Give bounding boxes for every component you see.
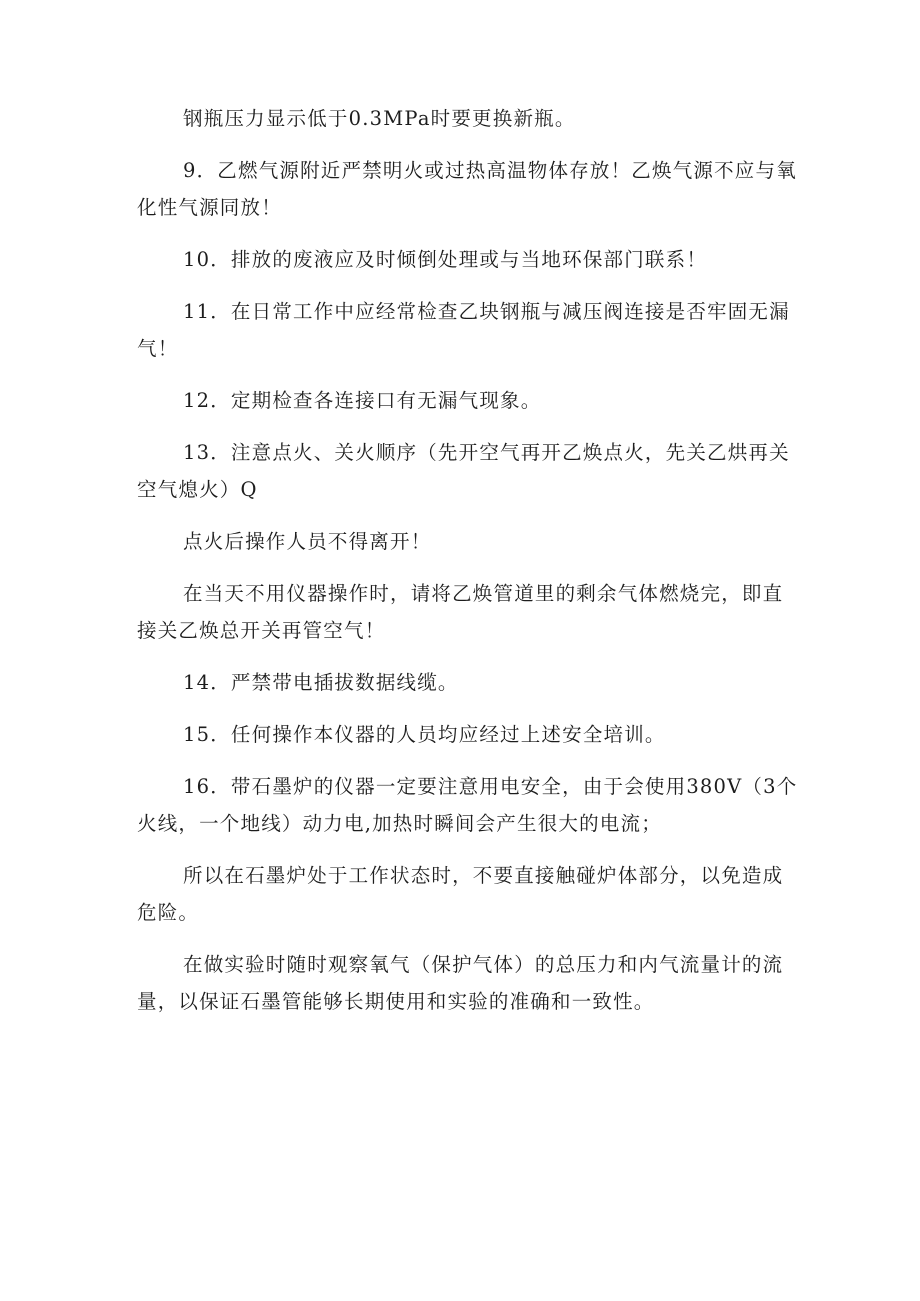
paragraph-item-11: 11．在日常工作中应经常检查乙块钢瓶与减压阀连接是否牢固无漏气！ xyxy=(137,300,790,360)
document-body xyxy=(137,100,801,1035)
paragraph-item-9: 9．乙燃气源附近严禁明火或过热高温物体存放！乙焕气源不应与氧化性气源同放！ xyxy=(137,159,797,219)
paragraph-item-10: 10．排放的废液应及时倾倒处理或与当地环保部门联系！ xyxy=(183,248,708,271)
paragraph-shutdown: 在当天不用仪器操作时，请将乙焕管道里的剩余气体燃烧完，即直接关乙焕总开关再管空气！ xyxy=(137,582,784,642)
paragraph-item-13: 13．注意点火、关火顺序（先开空气再开乙焕点火，先关乙烘再关空气熄火）Q xyxy=(137,441,790,501)
paragraph-item-15: 15．任何操作本仪器的人员均应经过上述安全培训。 xyxy=(183,723,666,746)
paragraph-item-16: 16．带石墨炉的仪器一定要注意用电安全，由于会使用380V（3个火线，一个地线）动力电,加热时瞬间会产生很大的电流； xyxy=(137,775,798,835)
paragraph-after-ignition: 点火后操作人员不得离开！ xyxy=(183,530,432,553)
paragraph-item-14: 14．严禁带电插拔数据线缆。 xyxy=(183,671,459,694)
paragraph-item-12: 12．定期检查各连接口有无漏气现象。 xyxy=(183,389,542,412)
paragraph-cylinder-pressure: 钢瓶压力显示低于0.3MPa时要更换新瓶。 xyxy=(183,107,576,130)
paragraph-graphite-furnace: 所以在石墨炉处于工作状态时，不要直接触碰炉体部分，以免造成危险。 xyxy=(137,864,784,924)
paragraph-gas-pressure: 在做实验时随时观察氧气（保护气体）的总压力和内气流量计的流量，以保证石墨管能够长期使用和实验的准确和一致性。 xyxy=(137,953,784,1013)
